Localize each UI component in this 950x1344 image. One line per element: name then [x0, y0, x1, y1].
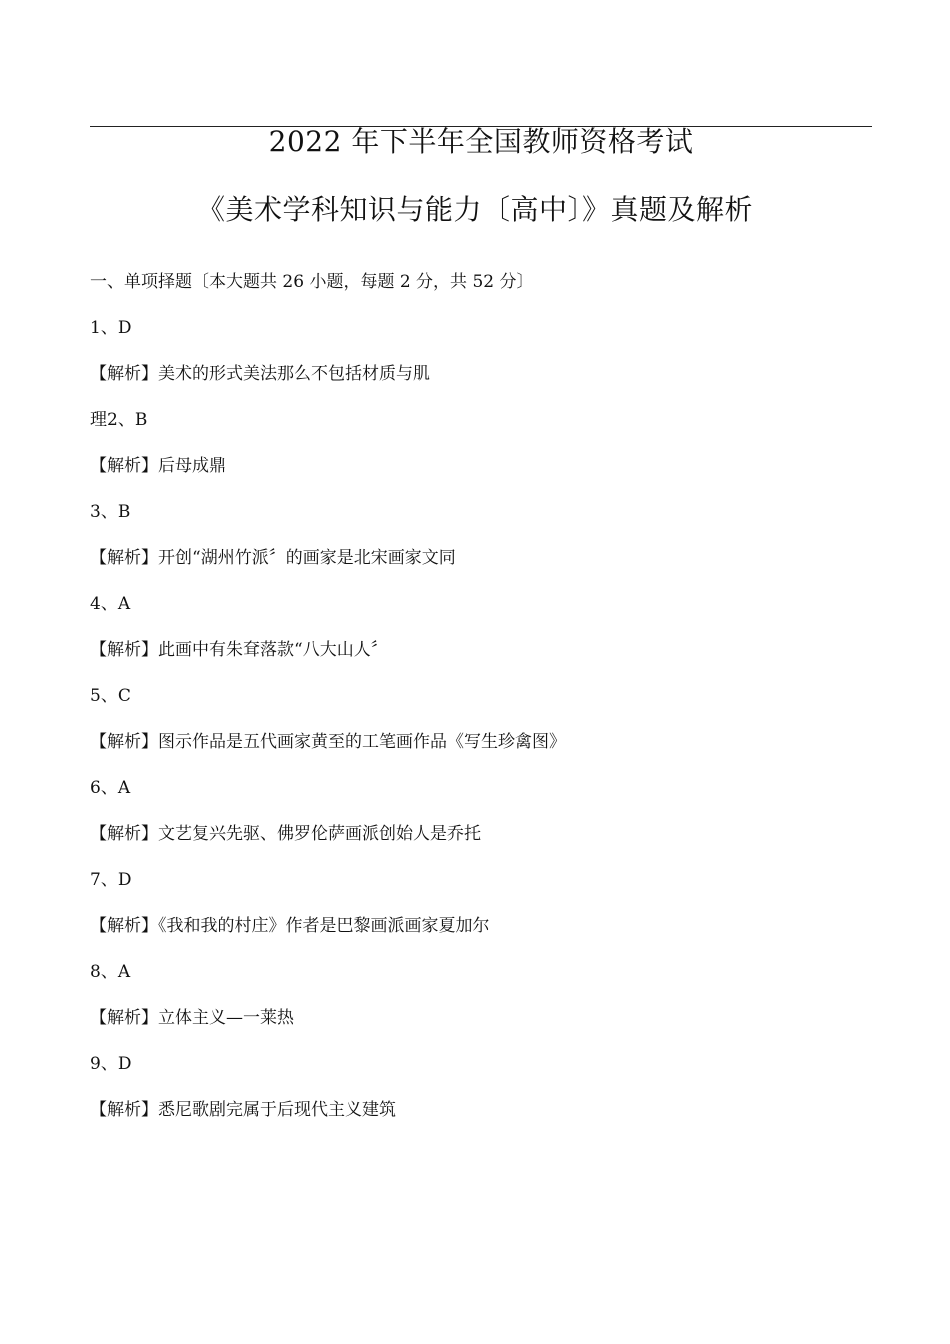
analysis-tag: 【解析】	[90, 456, 158, 476]
analysis-tag: 【解析】	[90, 1008, 158, 1028]
analysis-text: 《我和我的村庄》作者是巴黎画派画家夏加尔	[158, 916, 490, 936]
analysis-text: 立体主义—一莱热	[158, 1008, 294, 1028]
answer-line: 7、D	[90, 870, 132, 890]
analysis-tag: 【解析】	[90, 1100, 158, 1120]
analysis-tag: 【解析】	[90, 916, 158, 936]
analysis-line	[90, 1006, 870, 1030]
analysis-text: 开创“湖州竹派〞的画家是北宋画家文同	[158, 548, 456, 568]
analysis-text: 美术的形式美法那么不包括材质与肌	[158, 364, 430, 384]
analysis-line	[90, 546, 870, 570]
answer-line: 5、C	[90, 686, 131, 706]
analysis-text: 悉尼歌剧完属于后现代主义建筑	[158, 1100, 396, 1120]
analysis-tag: 【解析】	[90, 548, 158, 568]
analysis-tag: 【解析】	[90, 824, 158, 844]
answer-line: 4、A	[90, 594, 131, 614]
analysis-line	[90, 1098, 870, 1122]
analysis-tag: 【解析】	[90, 732, 158, 752]
analysis-line	[90, 914, 870, 938]
answer-line: 9、D	[90, 1054, 132, 1074]
answer-line: 8、A	[90, 962, 131, 982]
analysis-text: 文艺复兴先驱、佛罗伦萨画派创始人是乔托	[158, 824, 481, 844]
analysis-tag: 【解析】	[90, 364, 158, 384]
analysis-line	[90, 362, 870, 386]
answer-line: 1、D	[90, 318, 132, 338]
answer-line: 6、A	[90, 778, 131, 798]
analysis-text: 此画中有朱耷落款“八大山人〞	[158, 640, 388, 660]
document-subtitle: 《美术学科知识与能力〔高中〕》真题及解析	[196, 193, 753, 226]
document-title: 2022 年下半年全国教师资格考试	[268, 125, 694, 158]
analysis-line	[90, 638, 870, 662]
answer-line: 3、B	[90, 502, 131, 522]
analysis-line	[90, 822, 870, 846]
analysis-tag: 【解析】	[90, 640, 158, 660]
section-heading: 一、单项择题〔本大题共 26 小题，每题 2 分，共 52 分〕	[90, 272, 534, 292]
answer-line: 理2、B	[90, 410, 148, 430]
analysis-line	[90, 730, 870, 754]
analysis-text: 后母成鼎	[158, 456, 226, 476]
answer-list	[90, 316, 870, 1122]
analysis-text: 图示作品是五代画家黄至的工笔画作品《写生珍禽图》	[158, 732, 566, 752]
document-body	[90, 270, 870, 1144]
analysis-line	[90, 454, 870, 478]
